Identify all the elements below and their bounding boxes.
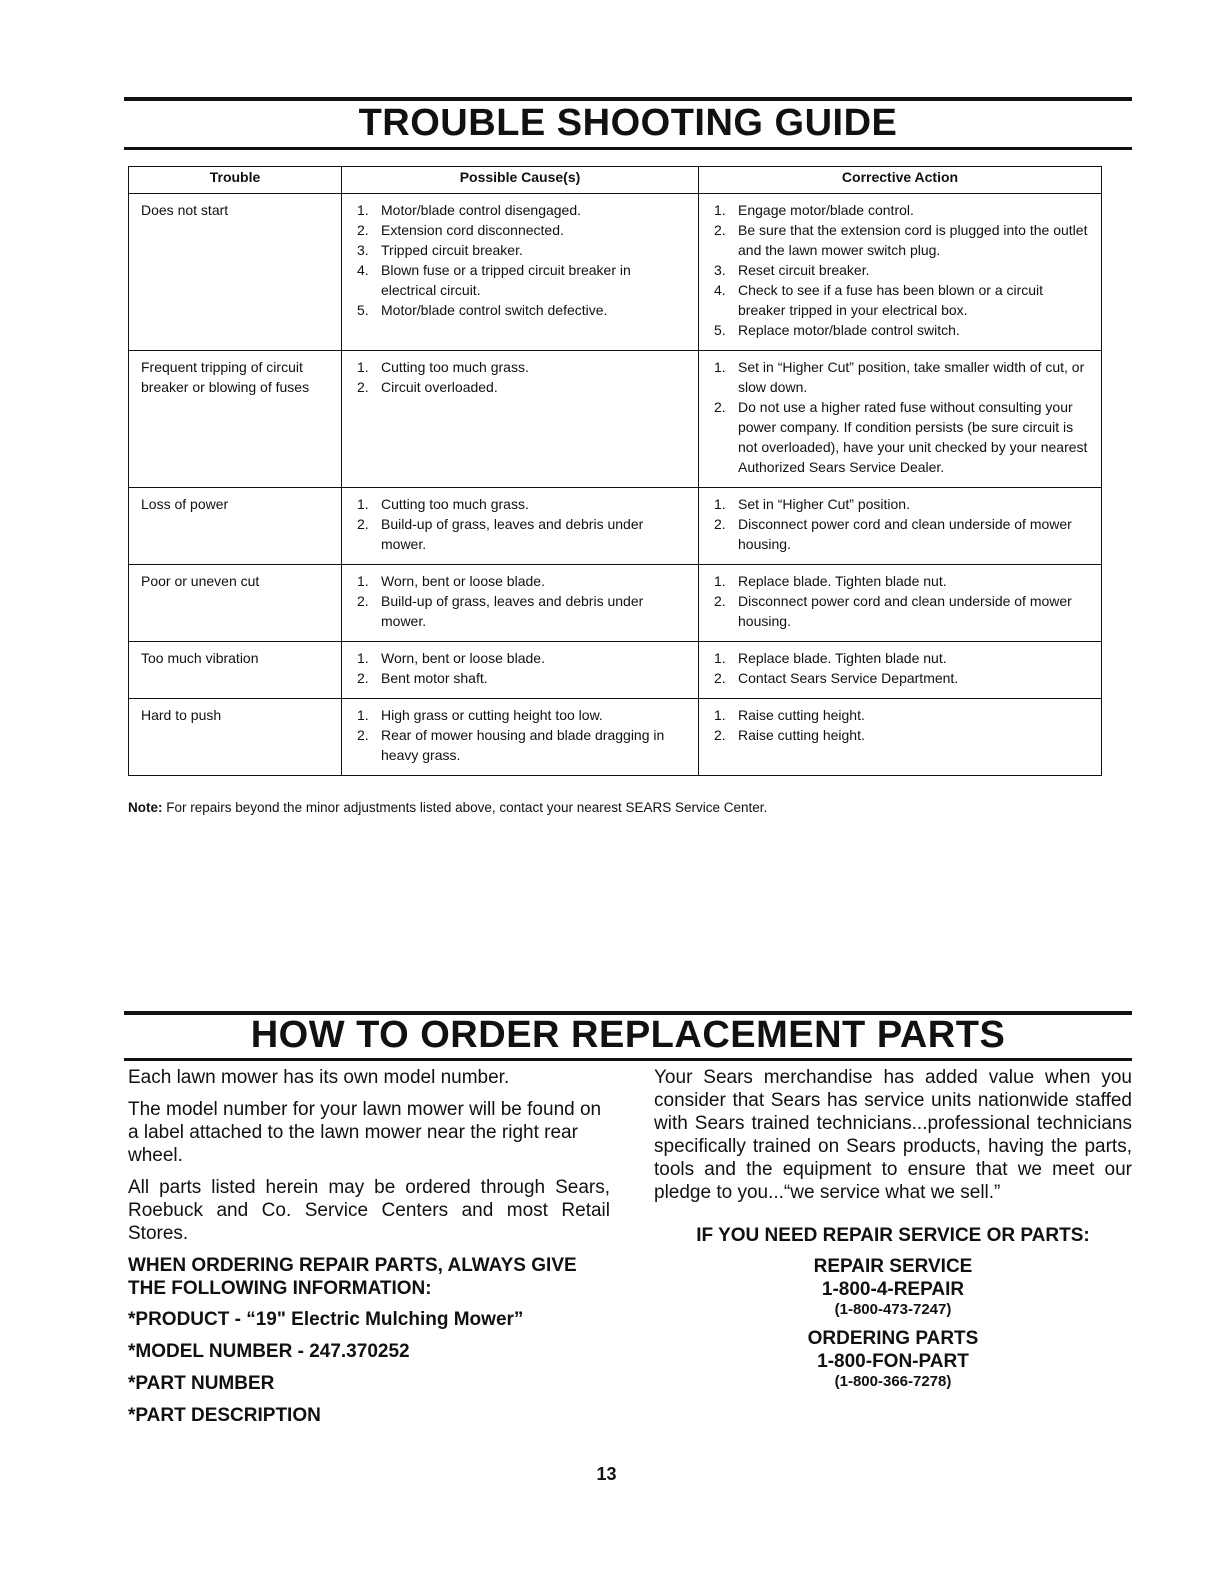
header-causes: Possible Cause(s) — [342, 167, 699, 194]
item-number: 1. — [714, 573, 726, 589]
table-row — [129, 565, 1102, 642]
item-number: 5. — [714, 322, 726, 338]
cause-item — [354, 514, 686, 554]
item-number: 2. — [357, 670, 369, 686]
item-text: Replace blade. Tighten blade nut. — [738, 650, 947, 666]
action-cell — [699, 488, 1102, 565]
action-list — [711, 200, 1089, 340]
item-text: Raise cutting height. — [738, 707, 865, 723]
action-list — [711, 357, 1089, 477]
action-item — [711, 591, 1089, 631]
table-row — [129, 351, 1102, 488]
header-actions: Corrective Action — [699, 167, 1102, 194]
table-body — [129, 194, 1102, 776]
action-item — [711, 571, 1089, 591]
header-trouble: Trouble — [129, 167, 342, 194]
cause-list — [354, 648, 686, 688]
cause-item — [354, 571, 686, 591]
item-text: Contact Sears Service Department. — [738, 670, 959, 686]
action-item — [711, 200, 1089, 220]
action-item — [711, 260, 1089, 280]
cause-item — [354, 260, 686, 300]
order-title: HOW TO ORDER REPLACEMENT PARTS — [250, 1014, 1006, 1056]
item-text: Cutting too much grass. — [381, 359, 529, 375]
cause-cell — [342, 488, 699, 565]
action-item — [711, 514, 1089, 554]
action-item — [711, 320, 1089, 340]
item-number: 2. — [357, 379, 369, 395]
item-text: Tripped circuit breaker. — [381, 242, 523, 258]
repair-phone: 1-800-4-REPAIR — [821, 1279, 965, 1300]
item-number: 1. — [714, 359, 726, 375]
action-item — [711, 357, 1089, 397]
cause-item — [354, 668, 686, 688]
item-text: Disconnect power cord and clean underside of mower housing. — [738, 593, 1072, 629]
cause-item — [354, 591, 686, 631]
item-number: 1. — [714, 650, 726, 666]
action-cell — [699, 642, 1102, 699]
action-item — [711, 705, 1089, 725]
cause-list — [354, 200, 686, 320]
service-paragraph: Your Sears merchandise has added value when you consider that Sears has service units nationwide staffed with Sears trained technicians...professional technicians specifically trained on Sears products, having the parts, tools and the equipment to ensure that we meet our pledge to you...“we service what we sell.” — [654, 1067, 1132, 1203]
item-text: Build-up of grass, leaves and debris under mower. — [381, 593, 644, 629]
repair-service-label: REPAIR SERVICE — [813, 1256, 973, 1277]
trouble-cell: Too much vibration — [129, 642, 342, 699]
item-text: Replace blade. Tighten blade nut. — [738, 573, 947, 589]
order-paragraph: Each lawn mower has its own model number. — [128, 1067, 510, 1088]
ordering-parts-block — [654, 1327, 1132, 1391]
item-number: 2. — [714, 399, 726, 415]
item-number: 2. — [357, 593, 369, 609]
cause-item — [354, 357, 686, 377]
item-text: Engage motor/blade control. — [738, 202, 914, 218]
action-list — [711, 494, 1089, 554]
item-text: Bent motor shaft. — [381, 670, 488, 686]
trouble-cell: Hard to push — [129, 699, 342, 776]
item-number: 2. — [357, 222, 369, 238]
item-number: 1. — [357, 202, 369, 218]
item-number: 2. — [714, 222, 726, 238]
table-header-row — [129, 167, 1102, 194]
item-number: 2. — [357, 516, 369, 532]
cause-item — [354, 240, 686, 260]
action-list — [711, 648, 1089, 688]
cause-list — [354, 357, 686, 397]
action-list — [711, 571, 1089, 631]
trouble-cell: Loss of power — [129, 488, 342, 565]
item-number: 2. — [714, 516, 726, 532]
item-number: 1. — [714, 202, 726, 218]
item-number: 1. — [357, 650, 369, 666]
item-text: Be sure that the extension cord is plugged into the outlet and the lawn mower switch plug. — [738, 222, 1088, 258]
item-number: 2. — [357, 727, 369, 743]
item-text: Worn, bent or loose blade. — [381, 650, 545, 666]
action-cell — [699, 565, 1102, 642]
trouble-cell: Frequent tripping of circuit breaker or blowing of fuses — [129, 351, 342, 488]
item-text: Rear of mower housing and blade dragging in heavy grass. — [381, 727, 665, 763]
item-text: Circuit overloaded. — [381, 379, 498, 395]
info-item-part-description: *PART DESCRIPTION — [128, 1405, 321, 1426]
order-left-column — [128, 1066, 610, 1436]
item-text: Set in “Higher Cut” position. — [738, 496, 910, 512]
trouble-cell: Poor or uneven cut — [129, 565, 342, 642]
cause-list — [354, 571, 686, 631]
item-number: 1. — [714, 707, 726, 723]
order-paragraph: All parts listed herein may be ordered through Sears, Roebuck and Co. Service Centers and most Retail Stores. — [128, 1177, 610, 1244]
cause-item — [354, 377, 686, 397]
order-right-column — [654, 1066, 1132, 1391]
item-text: Do not use a higher rated fuse without consulting your power company. If condition persists (be sure circuit is not overloaded), have your unit checked by your nearest Authorized Sears Service Dealer. — [738, 399, 1088, 475]
cause-list — [354, 494, 686, 554]
action-item — [711, 280, 1089, 320]
action-cell — [699, 351, 1102, 488]
table-row — [129, 488, 1102, 565]
table-note — [128, 800, 767, 815]
item-text: High grass or cutting height too low. — [381, 707, 603, 723]
item-text: Set in “Higher Cut” position, take smaller width of cut, or slow down. — [738, 359, 1085, 395]
item-number: 1. — [357, 573, 369, 589]
cause-item — [354, 300, 686, 320]
ordering-parts-label: ORDERING PARTS — [807, 1328, 979, 1349]
action-item — [711, 397, 1089, 477]
cause-cell — [342, 194, 699, 351]
order-title-rule — [124, 1058, 1132, 1061]
action-item — [711, 725, 1089, 745]
cause-cell — [342, 642, 699, 699]
item-number: 3. — [714, 262, 726, 278]
item-text: Replace motor/blade control switch. — [738, 322, 960, 338]
note-text: For repairs beyond the minor adjustments listed above, contact your nearest SEARS Service Center. — [162, 800, 768, 815]
cause-cell — [342, 351, 699, 488]
troubleshooting-table — [128, 166, 1102, 776]
cause-list — [354, 705, 686, 765]
item-text: Build-up of grass, leaves and debris under mower. — [381, 516, 644, 552]
cause-cell — [342, 699, 699, 776]
action-item — [711, 494, 1089, 514]
action-list — [711, 705, 1089, 745]
action-item — [711, 648, 1089, 668]
item-number: 3. — [357, 242, 369, 258]
action-item — [711, 668, 1089, 688]
item-number: 2. — [714, 670, 726, 686]
table-row — [129, 194, 1102, 351]
parts-phone: 1-800-FON-PART — [817, 1351, 969, 1372]
trouble-cell: Does not start — [129, 194, 342, 351]
item-number: 1. — [357, 496, 369, 512]
item-number: 4. — [357, 262, 369, 278]
repair-service-block — [654, 1255, 1132, 1319]
cause-item — [354, 705, 686, 725]
title-rule — [124, 147, 1132, 150]
action-cell — [699, 699, 1102, 776]
action-cell — [699, 194, 1102, 351]
item-number: 4. — [714, 282, 726, 298]
item-text: Motor/blade control disengaged. — [381, 202, 582, 218]
item-text: Motor/blade control switch defective. — [381, 302, 608, 318]
item-number: 5. — [357, 302, 369, 318]
cause-item — [354, 648, 686, 668]
parts-phone-digits: (1-800-366-7278) — [834, 1373, 952, 1390]
info-item-product: *PRODUCT - “19" Electric Mulching Mower” — [128, 1309, 524, 1330]
top-rule — [124, 97, 1132, 101]
troubleshooting-title: TROUBLE SHOOTING GUIDE — [358, 102, 898, 144]
item-number: 1. — [357, 359, 369, 375]
info-item-part-number: *PART NUMBER — [128, 1373, 275, 1394]
item-text: Extension cord disconnected. — [381, 222, 564, 238]
item-number: 2. — [714, 593, 726, 609]
cause-item — [354, 725, 686, 765]
item-number: 1. — [714, 496, 726, 512]
table-row — [129, 699, 1102, 776]
order-paragraph: The model number for your lawn mower will be found on a label attached to the lawn mower near the right rear wheel. — [128, 1099, 602, 1166]
service-heading: IF YOU NEED REPAIR SERVICE OR PARTS: — [696, 1225, 1090, 1246]
cause-cell — [342, 565, 699, 642]
info-heading: WHEN ORDERING REPAIR PARTS, ALWAYS GIVE THE FOLLOWING INFORMATION: — [128, 1255, 577, 1299]
item-text: Check to see if a fuse has been blown or a circuit breaker tripped in your electrical box. — [738, 282, 1044, 318]
item-text: Cutting too much grass. — [381, 496, 529, 512]
item-text: Disconnect power cord and clean underside of mower housing. — [738, 516, 1072, 552]
item-text: Reset circuit breaker. — [738, 262, 870, 278]
page-number: 13 — [596, 1464, 617, 1484]
repair-phone-digits: (1-800-473-7247) — [834, 1301, 952, 1318]
item-number: 1. — [357, 707, 369, 723]
item-text: Worn, bent or loose blade. — [381, 573, 545, 589]
item-number: 2. — [714, 727, 726, 743]
cause-item — [354, 220, 686, 240]
table-row — [129, 642, 1102, 699]
cause-item — [354, 200, 686, 220]
info-item-model: *MODEL NUMBER - 247.370252 — [128, 1341, 410, 1362]
cause-item — [354, 494, 686, 514]
note-label: Note: — [128, 800, 163, 815]
item-text: Raise cutting height. — [738, 727, 865, 743]
action-item — [711, 220, 1089, 260]
item-text: Blown fuse or a tripped circuit breaker in electrical circuit. — [381, 262, 631, 298]
